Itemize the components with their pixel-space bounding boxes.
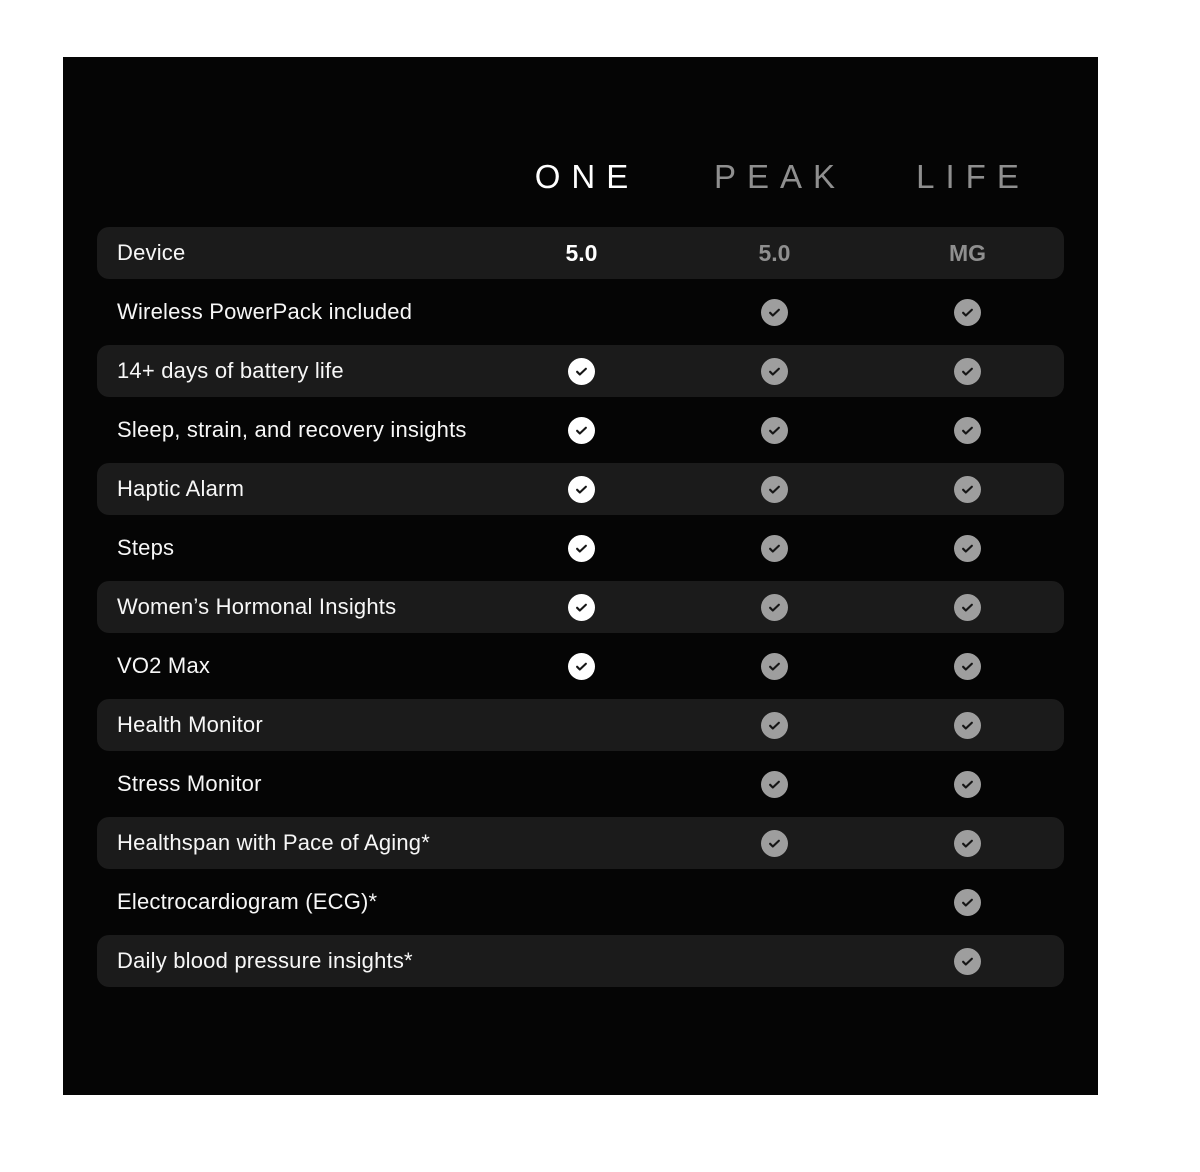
check-icon: [568, 417, 595, 444]
check-icon: [954, 712, 981, 739]
feature-row: [97, 758, 1064, 810]
cell-life: [871, 476, 1064, 503]
feature-label: Health Monitor: [117, 712, 263, 737]
check-icon: [568, 535, 595, 562]
feature-row: [97, 286, 1064, 338]
feature-label: Electrocardiogram (ECG)*: [117, 889, 378, 914]
check-icon: [954, 476, 981, 503]
check-icon: [761, 535, 788, 562]
tab-plan-peak[interactable]: PEAK: [713, 158, 847, 195]
check-icon: [568, 476, 595, 503]
check-icon: [954, 535, 981, 562]
feature-row: [97, 817, 1064, 869]
cell-life: [871, 358, 1064, 385]
cell-peak: [678, 358, 871, 385]
check-icon: [954, 299, 981, 326]
check-icon: [761, 771, 788, 798]
feature-row: [97, 581, 1064, 633]
cell-life: [871, 948, 1064, 975]
check-icon: [954, 358, 981, 385]
cell-one: 5.0: [565, 239, 598, 266]
cell-one: [485, 358, 678, 385]
check-icon: [761, 358, 788, 385]
tab-plan-one[interactable]: ONE: [534, 158, 640, 195]
check-icon: [761, 417, 788, 444]
check-icon: [568, 358, 595, 385]
check-icon: [954, 653, 981, 680]
check-icon: [761, 299, 788, 326]
feature-row: [97, 876, 1064, 928]
feature-row: [97, 404, 1064, 456]
cell-peak: [678, 476, 871, 503]
cell-one: [485, 653, 678, 680]
feature-label: Women’s Hormonal Insights: [117, 594, 397, 619]
feature-label: Wireless PowerPack included: [117, 299, 413, 324]
feature-row: [97, 699, 1064, 751]
cell-life: [871, 417, 1064, 444]
feature-label: Healthspan with Pace of Aging*: [117, 830, 430, 855]
check-icon: [761, 476, 788, 503]
cell-life: [871, 594, 1064, 621]
cell-peak: 5.0: [758, 239, 791, 266]
cell-peak: [678, 594, 871, 621]
feature-label: Stress Monitor: [117, 771, 262, 796]
cell-life: MG: [948, 239, 987, 266]
check-icon: [761, 830, 788, 857]
check-icon: [568, 594, 595, 621]
cell-peak: [678, 299, 871, 326]
feature-row: [97, 345, 1064, 397]
cell-life: [871, 712, 1064, 739]
cell-one: [485, 476, 678, 503]
check-icon: [954, 889, 981, 916]
check-icon: [761, 712, 788, 739]
cell-peak: [678, 712, 871, 739]
cell-peak: [678, 535, 871, 562]
feature-row: [97, 463, 1064, 515]
cell-peak: [678, 830, 871, 857]
comparison-panel: [63, 57, 1098, 1095]
check-icon: [954, 594, 981, 621]
feature-table: [97, 227, 1064, 987]
plans-header: [97, 153, 1064, 201]
feature-label: Sleep, strain, and recovery insights: [117, 417, 467, 442]
feature-label: Steps: [117, 535, 175, 560]
cell-one: [485, 594, 678, 621]
cell-life: [871, 535, 1064, 562]
check-icon: [954, 771, 981, 798]
check-icon: [954, 948, 981, 975]
feature-label: Device: [117, 240, 186, 265]
check-icon: [568, 653, 595, 680]
cell-life: [871, 830, 1064, 857]
cell-life: [871, 771, 1064, 798]
feature-label: VO2 Max: [117, 653, 211, 678]
cell-peak: [678, 417, 871, 444]
check-icon: [761, 653, 788, 680]
cell-peak: [678, 771, 871, 798]
feature-label: Haptic Alarm: [117, 476, 245, 501]
cell-one: [485, 535, 678, 562]
cell-one: [485, 417, 678, 444]
cell-peak: [678, 653, 871, 680]
check-icon: [761, 594, 788, 621]
feature-row: [97, 227, 1064, 279]
feature-row: [97, 935, 1064, 987]
check-icon: [954, 417, 981, 444]
feature-row: [97, 640, 1064, 692]
cell-life: [871, 299, 1064, 326]
feature-label: 14+ days of battery life: [117, 358, 344, 383]
cell-life: [871, 889, 1064, 916]
tab-plan-life[interactable]: LIFE: [916, 158, 1030, 195]
cell-life: [871, 653, 1064, 680]
feature-label: Daily blood pressure insights*: [117, 948, 413, 973]
check-icon: [954, 830, 981, 857]
feature-row: [97, 522, 1064, 574]
